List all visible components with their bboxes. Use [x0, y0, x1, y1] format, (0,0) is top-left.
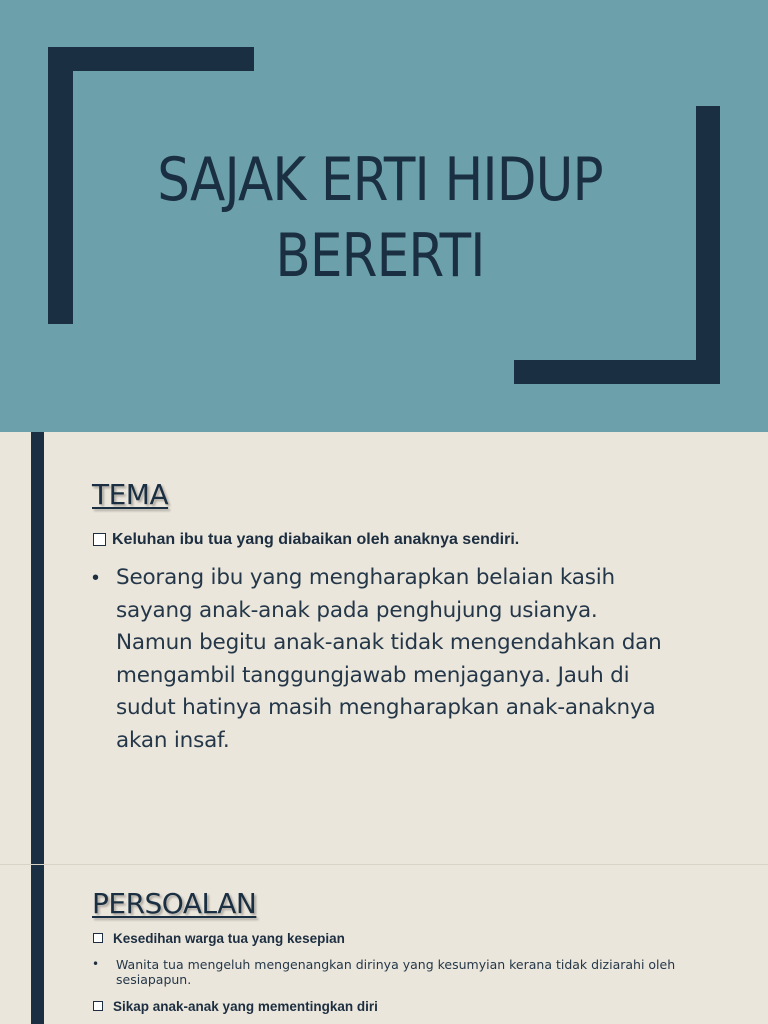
bracket-bottom-right-horizontal [514, 360, 720, 384]
bullet-list-item [92, 562, 692, 757]
bullet-list-item-text: Seorang ibu yang mengharapkan belaian kasih sayang anak-anak pada penghujung usianya. Namun begitu anak-anak tidak mengendahkan dan mengambil tanggungjawab menjaganya. Jauh di sudut hatinya masih mengharapkan anak-anaknya akan insaf. [116, 565, 662, 753]
bullet-list-item [92, 957, 712, 987]
square-list-item-text: Kesedihan warga tua yang kesepian [113, 931, 345, 946]
square-list-item [93, 999, 378, 1015]
square-list-item [93, 931, 345, 947]
bullet-icon: • [92, 567, 100, 589]
checkbox-square-icon [93, 933, 103, 943]
bracket-top-left-vertical [48, 47, 73, 324]
checkbox-square-icon [93, 1001, 103, 1011]
sidebar-accent-bar [31, 865, 44, 1024]
persoalan-slide [0, 865, 768, 1024]
title-slide [0, 0, 768, 432]
tema-heading: TEMA [92, 478, 169, 511]
slide-title-line1: SAJAK ERTI HIDUP [157, 145, 603, 215]
square-list-item-text: Sikap anak-anak yang mementingkan diri [113, 999, 378, 1014]
square-list-item-text: Keluhan ibu tua yang diabaikan oleh anaknya sendiri. [112, 531, 520, 548]
checkbox-square-icon [93, 533, 106, 546]
slide-title [113, 142, 646, 294]
square-list-item [93, 530, 519, 550]
persoalan-heading: PERSOALAN [92, 887, 257, 920]
bracket-top-left-horizontal [48, 47, 254, 71]
slide-title-line2: BERERTI [275, 221, 485, 291]
bullet-list-item-text: Wanita tua mengeluh mengenangkan dirinya yang kesumyian kerana tidak diziarahi oleh sesiapapun. [116, 957, 676, 987]
tema-slide [0, 432, 768, 865]
sidebar-accent-bar [31, 432, 44, 864]
bracket-bottom-right-vertical [696, 106, 720, 384]
bullet-icon: • [92, 957, 100, 971]
